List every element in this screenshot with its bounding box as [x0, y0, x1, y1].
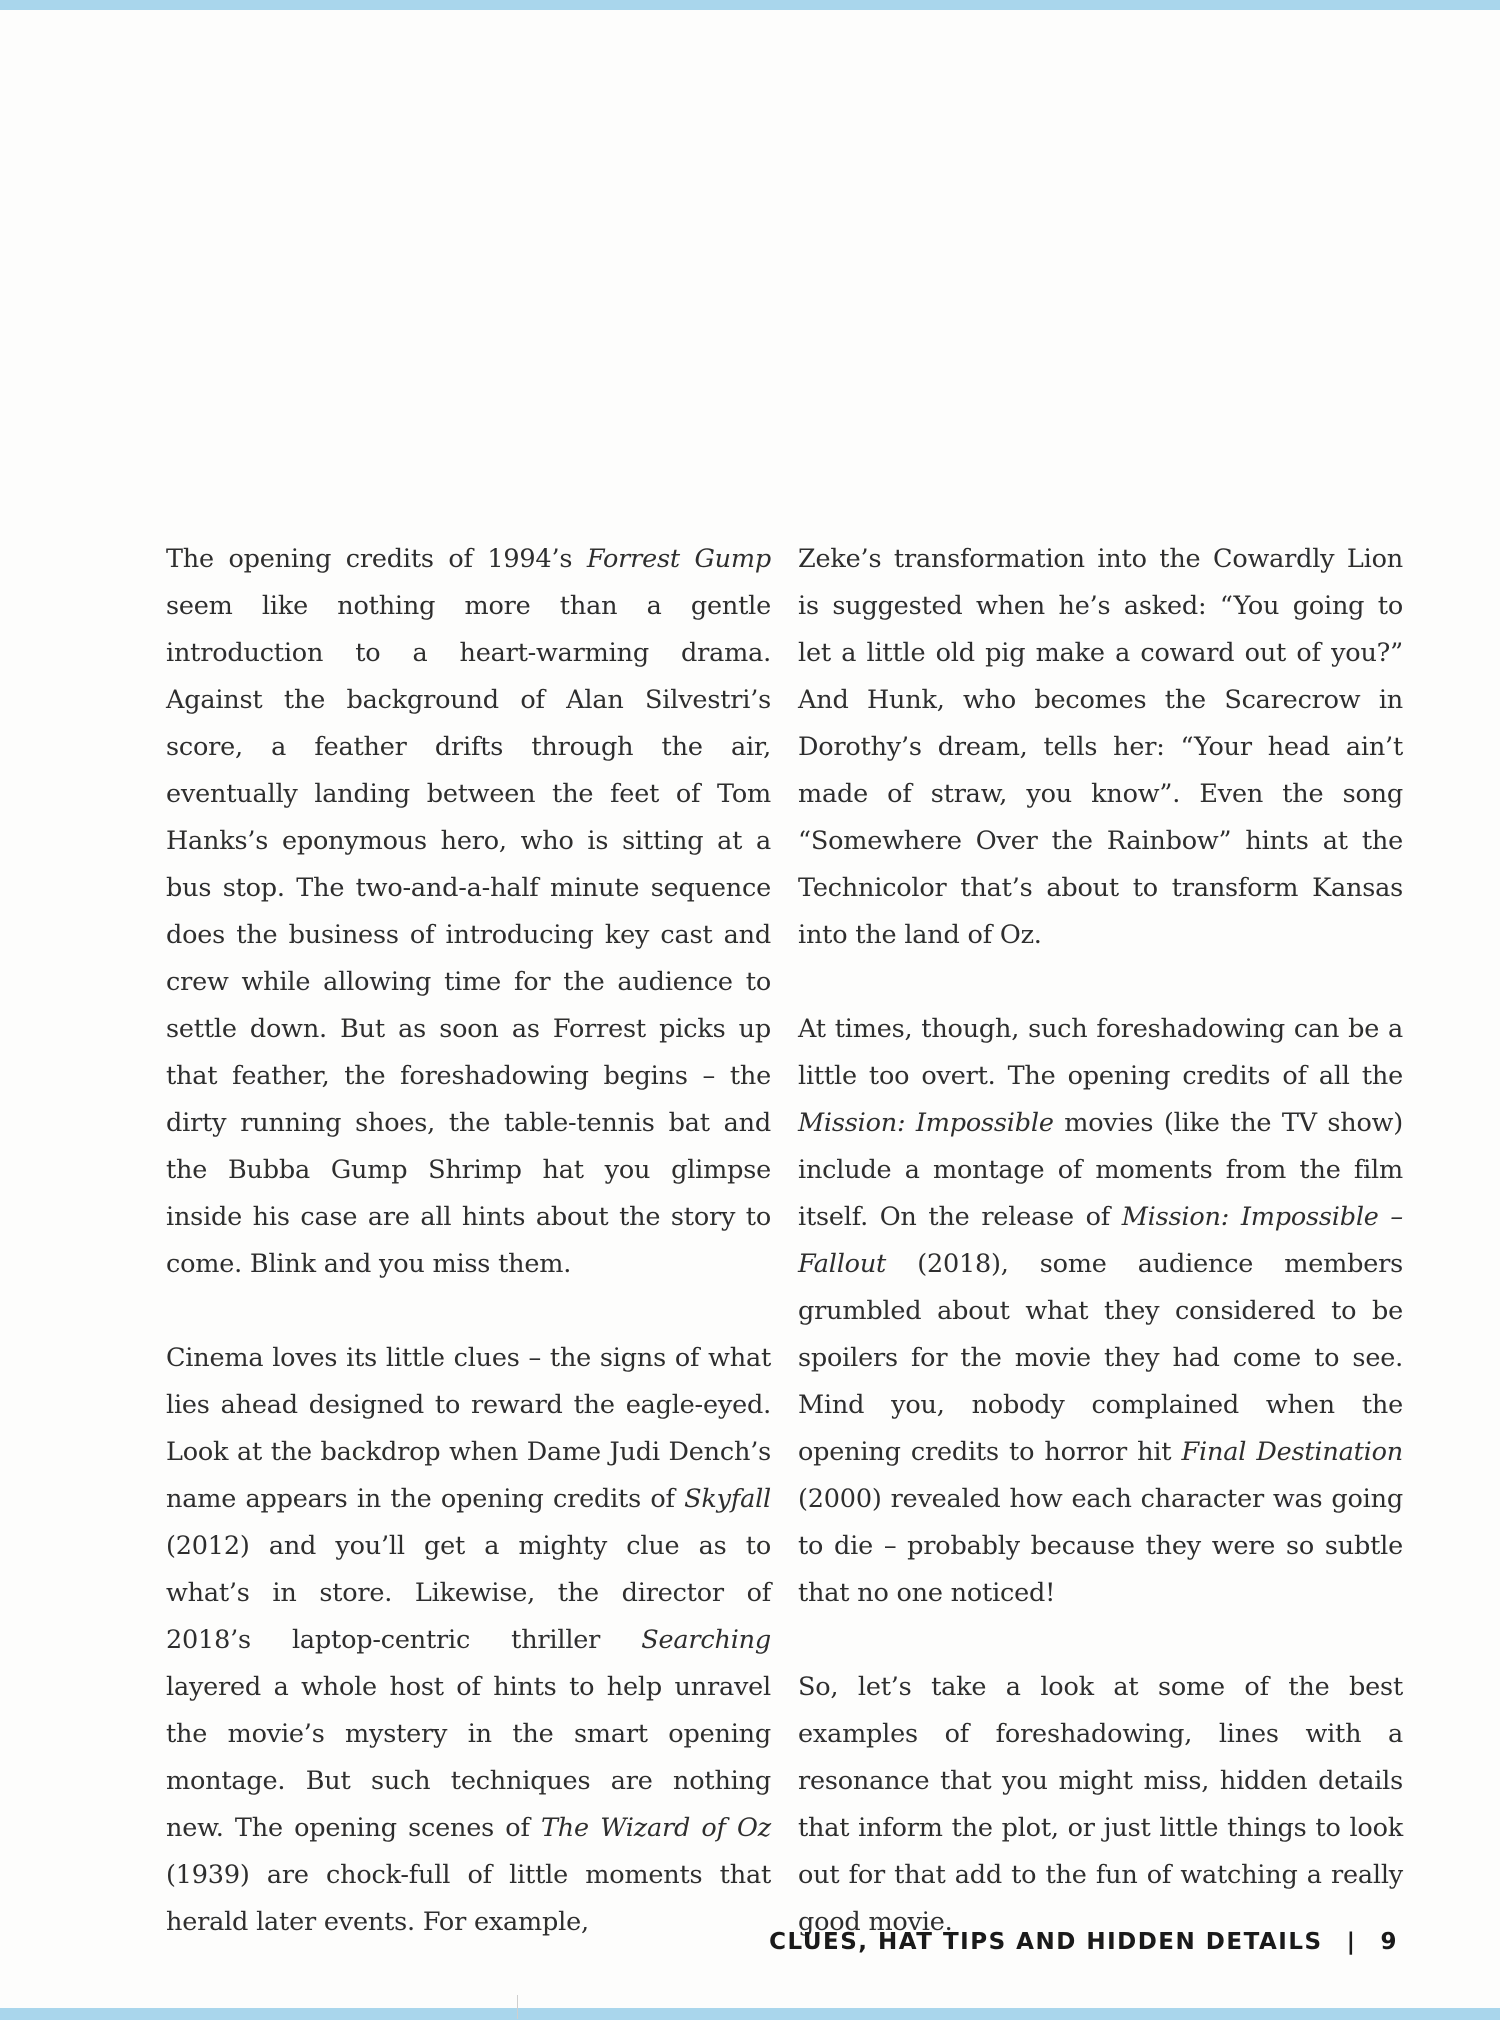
text-run: Cinema loves its little clues – the signs of what lies ahead designed to reward the eagle-eyed. Look at the backdrop when Dame Judi Dench’s name appears in the opening credits of — [166, 1343, 771, 1514]
italic-title: The Wizard of Oz — [540, 1813, 771, 1843]
italic-title: Mission: Impossible — [798, 1108, 1054, 1138]
left-column — [166, 536, 771, 1946]
book-page — [0, 10, 1500, 2008]
text-run: Zeke’s transformation into the Cowardly Lion is suggested when he’s asked: “You going to let a little old pig make a coward out of you?” And Hunk, who becomes the Scarecrow in Dorothy’s dream, tells her: “Your head ain’t made of straw, you know”. Even the song “Somewhere Over the Rainbow” hints at the Technicolor that’s about to transform Kansas into the land of Oz. — [798, 544, 1403, 950]
section-title: CLUES, HAT TIPS AND HIDDEN DETAILS — [769, 1929, 1323, 1955]
italic-title: Searching — [641, 1625, 771, 1655]
paragraph — [166, 536, 771, 1288]
text-run: (2000) revealed how each character was going to die – probably because they were so subtle that no one noticed! — [798, 1484, 1403, 1608]
paragraph — [166, 1335, 771, 1946]
paragraph — [798, 536, 1403, 959]
text-run: (1939) are chock-full of little moments that herald later events. For example, — [166, 1860, 771, 1937]
text-run: (2018), some audience members grumbled about what they considered to be spoilers for the movie they had come to see. Mind you, nobody complained when the opening credits to horror hit — [798, 1249, 1403, 1467]
right-column — [798, 536, 1403, 1946]
italic-title: Forrest Gump — [586, 544, 771, 574]
footer-separator: | — [1346, 1929, 1357, 1955]
text-run: So, let’s take a look at some of the best examples of foreshadowing, lines with a resonance that you might miss, hidden details that inform the plot, or just little things to look out for that add to the fun of watching a really good movie. — [798, 1672, 1403, 1937]
text-run: movies (like the TV show) include a montage of moments from the film itself. On the release of — [798, 1108, 1404, 1232]
paragraph — [798, 1006, 1403, 1617]
italic-title: Skyfall — [684, 1484, 771, 1514]
text-run: At times, though, such foreshadowing can be a little too overt. The opening credits of all the — [798, 1014, 1403, 1091]
page-fold-line — [517, 1995, 518, 2019]
text-run: The opening credits of 1994’s — [166, 544, 587, 574]
text-run: seem like nothing more than a gentle introduction to a heart-warming drama. Against the background of Alan Silvestri’s score, a feather drifts through the air, eventually landing between the feet of Tom Hanks’s eponymous hero, who is sitting at a bus stop. The two-and-a-half minute sequence does the business of introducing key cast and crew while allowing time for the audience to settle down. But as soon as Forrest picks up that feather, the foreshadowing begins – the dirty running shoes, the table-tennis bat and the Bubba Gump Shrimp hat you glimpse inside his case are all hints about the story to come. Blink and you miss them. — [166, 591, 771, 1279]
text-run: (2012) and you’ll get a mighty clue as to what’s in store. Likewise, the director of 2018’s laptop-centric thriller — [166, 1531, 771, 1655]
text-run: layered a whole host of hints to help unravel the movie’s mystery in the smart opening montage. But such techniques are nothing new. The opening scenes of — [166, 1672, 771, 1843]
paragraph — [798, 1664, 1403, 1946]
italic-title: Final Destination — [1181, 1437, 1403, 1467]
page-number: 9 — [1380, 1929, 1398, 1955]
italic-title: Mission: Impossible – Fallout — [798, 1202, 1403, 1279]
page-footer — [769, 1929, 1398, 1955]
